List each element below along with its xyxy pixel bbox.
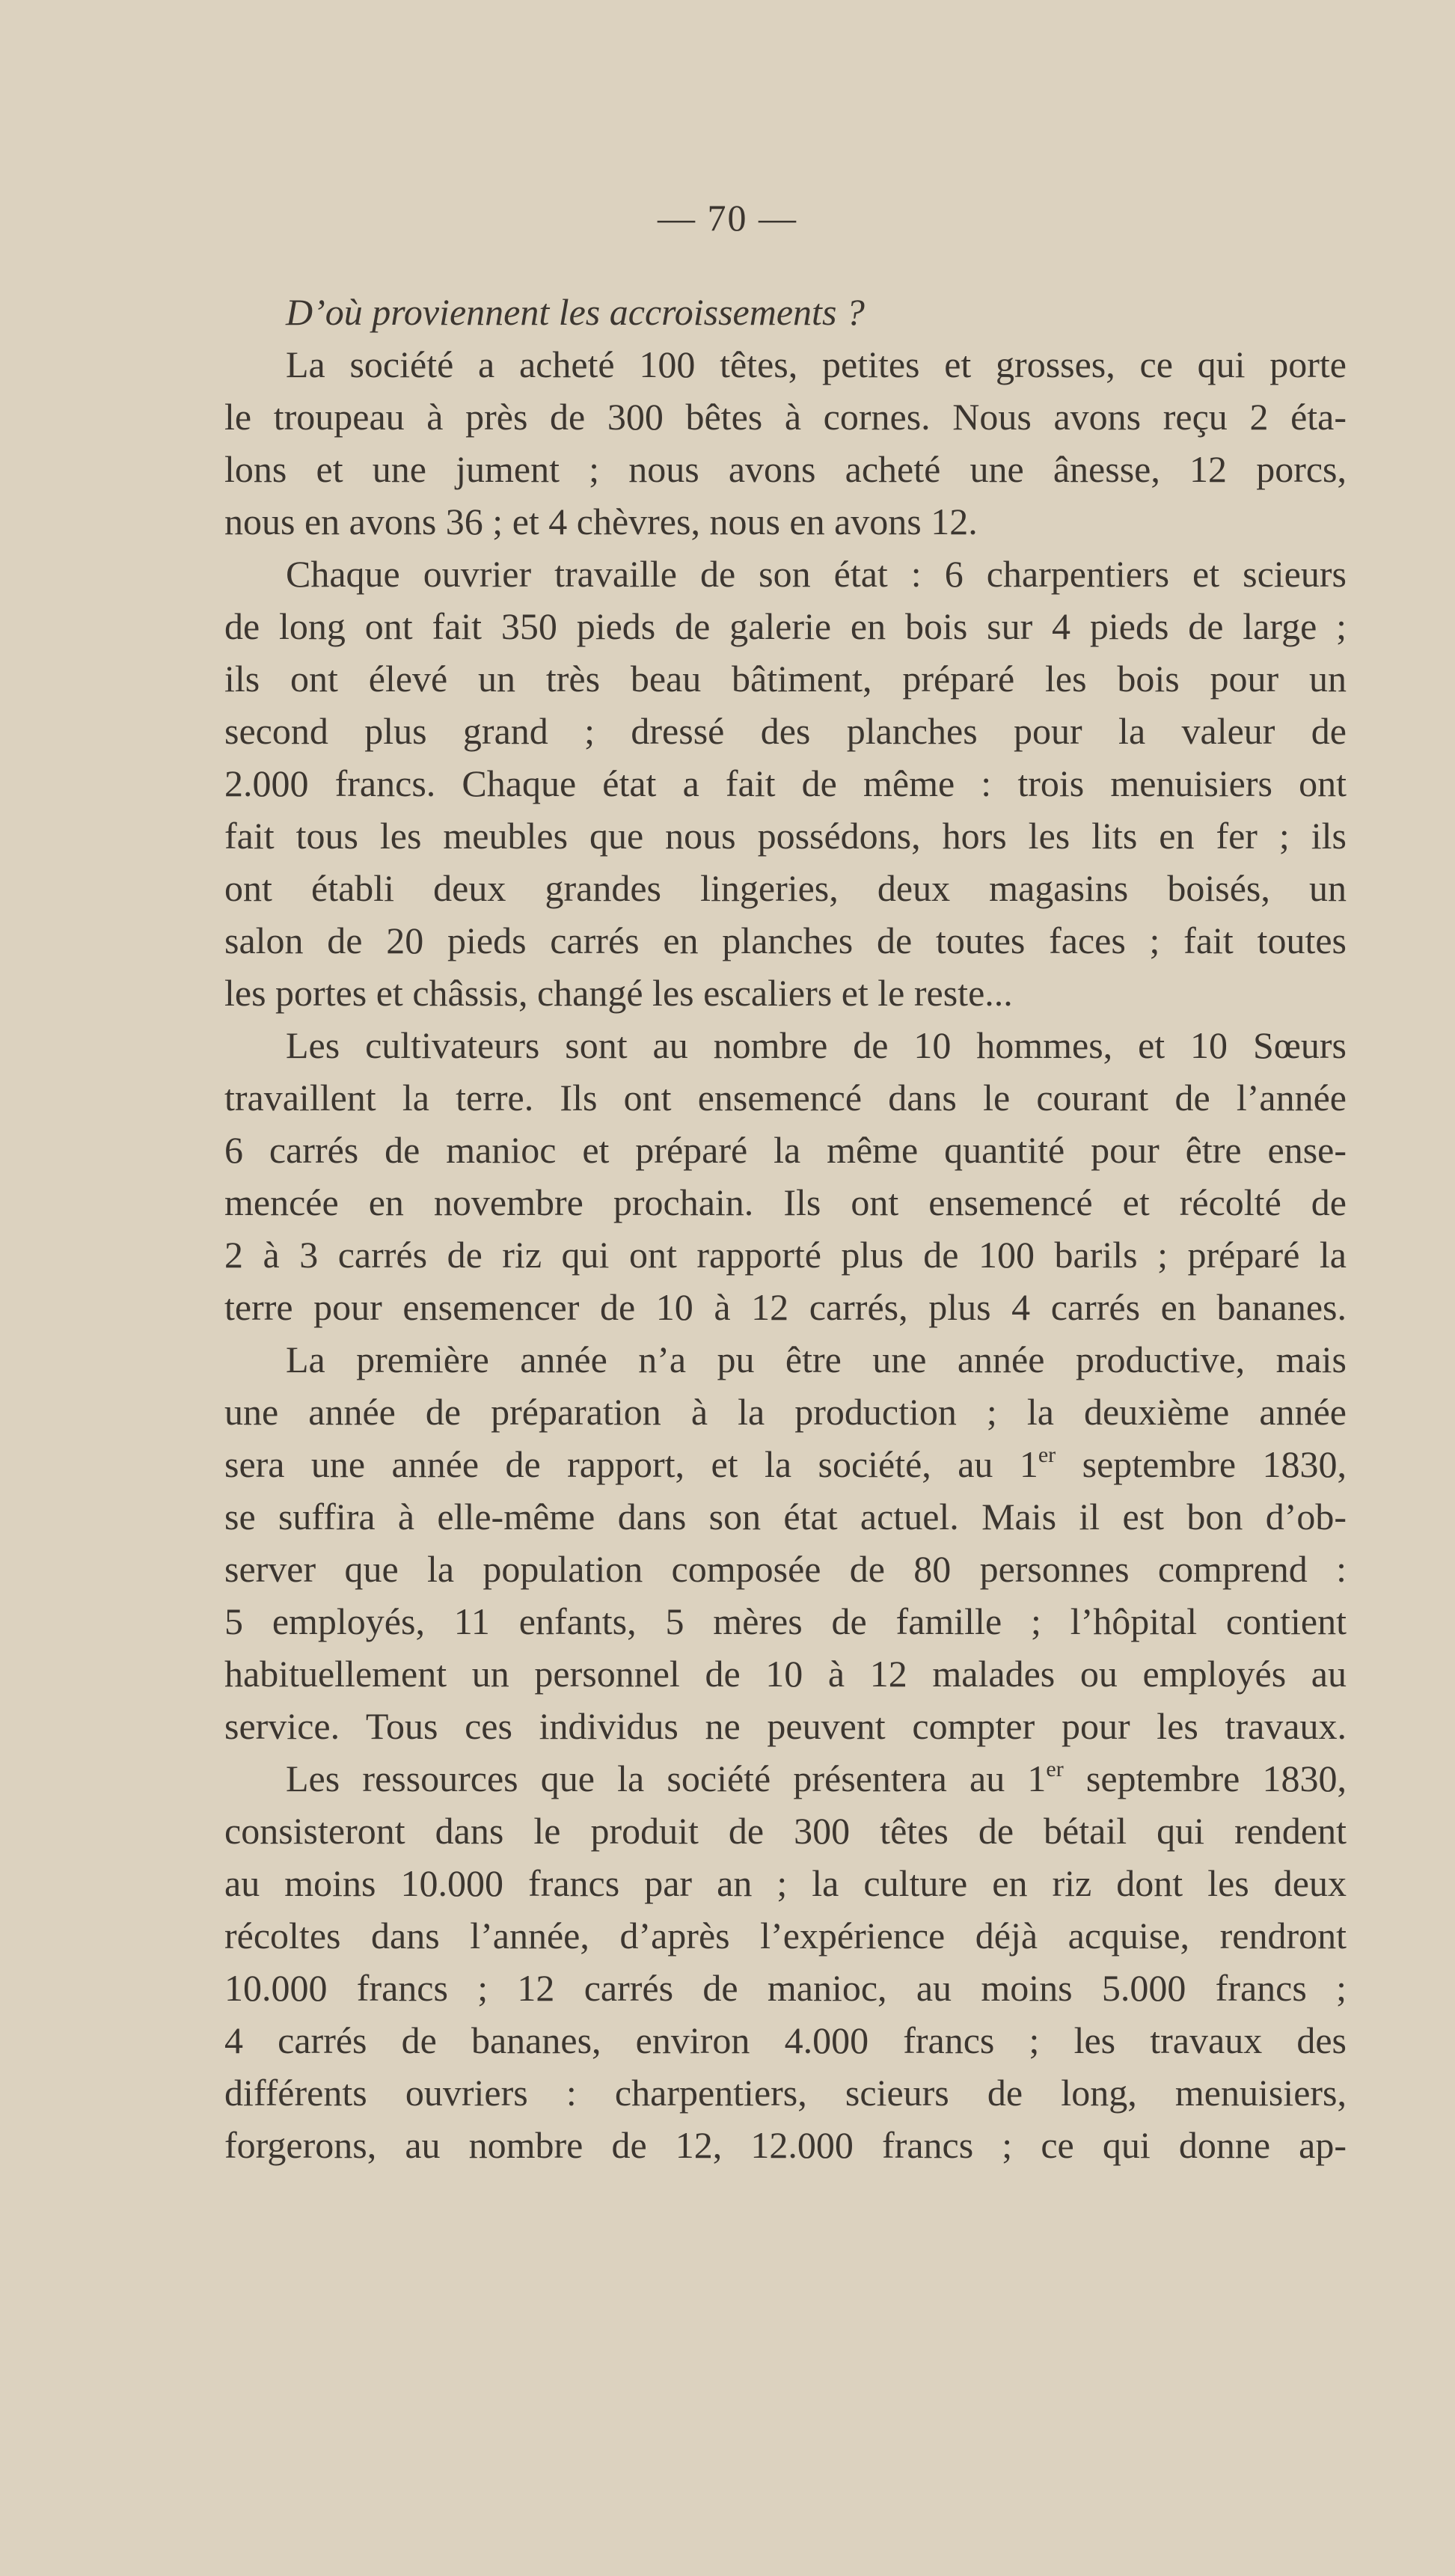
text-line: de long ont fait 350 pieds de galerie en bois sur 4 pieds de large ;: [224, 605, 1347, 647]
text-line: Les cultivateurs sont au nombre de 10 hommes, et 10 Sœurs: [286, 1024, 1347, 1066]
text-line: terre pour ensemencer de 10 à 12 carrés, plus 4 carrés en bananes.: [224, 1286, 1347, 1328]
text-line: travaillent la terre. Ils ont ensemencé dans le courant de l’année: [224, 1077, 1347, 1119]
text-line: server que la population composée de 80 personnes comprend :: [224, 1548, 1347, 1590]
text-line: ont établi deux grandes lingeries, deux magasins boisés, un: [224, 867, 1347, 909]
text-line: lons et une jument ; nous avons acheté une ânesse, 12 porcs,: [224, 448, 1347, 490]
text-line: 2.000 francs. Chaque état a fait de même : trois menuisiers ont: [224, 762, 1347, 804]
text-line: ils ont élevé un très beau bâtiment, préparé les bois pour un: [224, 658, 1347, 700]
text-line: Chaque ouvrier travaille de son état : 6 charpentiers et scieurs: [286, 553, 1347, 595]
text-line: 10.000 francs ; 12 carrés de manioc, au moins 5.000 francs ;: [224, 1967, 1347, 2009]
text-line: La société a acheté 100 têtes, petites et grosses, ce qui porte: [286, 343, 1347, 385]
text-line: différents ouvriers : charpentiers, scieurs de long, menuisiers,: [224, 2072, 1347, 2114]
text-line: service. Tous ces individus ne peuvent compter pour les travaux.: [224, 1705, 1347, 1747]
text-line: se suffira à elle-même dans son état actuel. Mais il est bon d’ob-: [224, 1496, 1347, 1538]
text-line: Les ressources que la société présentera au 1er septembre 1830,: [286, 1757, 1347, 1799]
text-line: mencée en novembre prochain. Ils ont ensemencé et récolté de: [224, 1181, 1347, 1223]
text-line: fait tous les meubles que nous possédons, hors les lits en fer ; ils: [224, 815, 1347, 857]
section-heading: D’où proviennent les accroissements ?: [286, 291, 865, 333]
text-line: La première année n’a pu être une année productive, mais: [286, 1339, 1347, 1380]
page-number: — 70 —: [658, 197, 797, 239]
text-line: nous en avons 36 ; et 4 chèvres, nous en avons 12.: [224, 501, 978, 542]
text-line: le troupeau à près de 300 bêtes à cornes. Nous avons reçu 2 éta-: [224, 396, 1347, 438]
text-line: 4 carrés de bananes, environ 4.000 francs ; les travaux des: [224, 2019, 1347, 2061]
text-line: une année de préparation à la production ; la deuxième année: [224, 1391, 1347, 1433]
text-line: 2 à 3 carrés de riz qui ont rapporté plus de 100 barils ; préparé la: [224, 1234, 1347, 1276]
text-line: 5 employés, 11 enfants, 5 mères de famille ; l’hôpital contient: [224, 1600, 1347, 1642]
text-line: au moins 10.000 francs par an ; la culture en riz dont les deux: [224, 1862, 1347, 1904]
text-line: second plus grand ; dressé des planches pour la valeur de: [224, 710, 1347, 752]
text-line: consisteront dans le produit de 300 têtes de bétail qui rendent: [224, 1810, 1347, 1852]
text-line: salon de 20 pieds carrés en planches de toutes faces ; fait toutes: [224, 920, 1347, 961]
text-line: forgerons, au nombre de 12, 12.000 francs ; ce qui donne ap-: [224, 2124, 1347, 2166]
text-line: 6 carrés de manioc et préparé la même quantité pour être ense-: [224, 1129, 1347, 1171]
text-line: récoltes dans l’année, d’après l’expérience déjà acquise, rendront: [224, 1915, 1347, 1957]
body-text: [224, 286, 1347, 2171]
text-line: sera une année de rapport, et la société, au 1er septembre 1830,: [224, 1443, 1347, 1485]
text-line: habituellement un personnel de 10 à 12 malades ou employés au: [224, 1653, 1347, 1695]
text-line: les portes et châssis, changé les escaliers et le reste...: [224, 972, 1013, 1014]
